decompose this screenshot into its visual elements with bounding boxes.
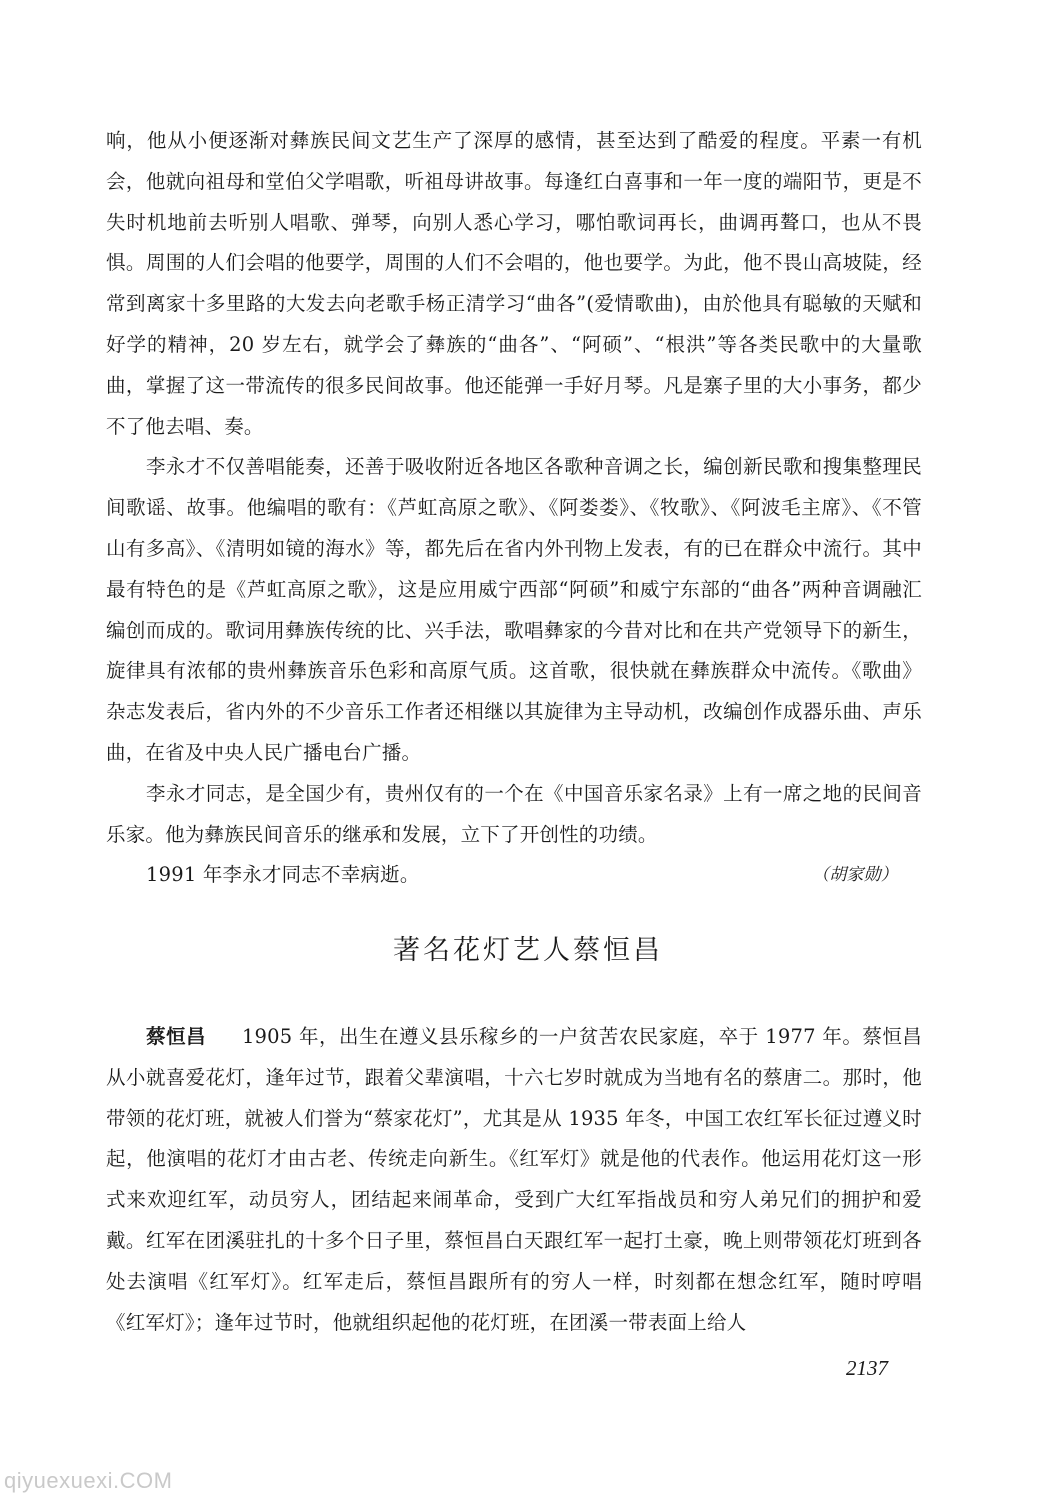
biography-text: 1905 年，出生在遵义县乐稼乡的一户贫苦农民家庭，卒于 1977 年。蔡恒昌从小就喜爱花灯，逢年过节，跟着父辈演唱，十六七岁时就成为当地有名的蔡唐二。那时，他带领的花灯班，就被人们誉为“蔡家花灯”，尤其是从 1935 年冬，中国工农红军长征过遵义时起，他演唱的花灯才由古老、传统走向新生。《红军灯》就是他的代表作。他运用花灯这一形式来欢迎红军，动员穷人，团结起来闹革命，受到广大红军指战员和穷人弟兄们的拥护和爱戴。红军在团溪驻扎的十多个日子里，蔡恒昌白天跟红军一起打土豪，晚上则带领花灯班到各处去演唱《红军灯》。红军走后，蔡恒昌跟所有的穷人一样，时刻都在想念红军，随时哼唱《红军灯》；逢年过节时，他就组织起他的花灯班，在团溪一带表面上给人 bbox=[106, 1025, 922, 1334]
biography-paragraph bbox=[106, 1017, 922, 1343]
paragraph-2: 李永才不仅善唱能奏，还善于吸收附近各地区各歌种音调之长，编创新民歌和搜集整理民间歌谣、故事。他编唱的歌有：《芦虹高原之歌》、《阿娄娄》、《牧歌》、《阿波毛主席》、《不管山有多高》、《清明如镜的海水》等，都先后在省内外刊物上发表，有的已在群众中流行。其中最有特色的是《芦虹高原之歌》，这是应用威宁西部“阿硕”和威宁东部的“曲各”两种音调融汇编创而成的。歌词用彝族传统的比、兴手法，歌唱彝家的今昔对比和在共产党领导下的新生，旋律具有浓郁的贵州彝族音乐色彩和高原气质。这首歌，很快就在彝族群众中流传。《歌曲》杂志发表后，省内外的不少音乐工作者还相继以其旋律为主导动机，改编创作成器乐曲、声乐曲，在省及中央人民广播电台广播。 bbox=[106, 455, 922, 764]
watermark-text: qiyuexuexi.COM bbox=[4, 1468, 173, 1493]
subject-name: 蔡恒昌 bbox=[146, 1025, 206, 1048]
page-number: 2137 bbox=[846, 1356, 888, 1380]
section-title: 著名花灯艺人蔡恒昌 bbox=[393, 935, 663, 966]
death-note: 1991 年李永才同志不幸病逝。 bbox=[146, 863, 420, 887]
article-continuation bbox=[106, 121, 922, 896]
closing-line bbox=[106, 855, 922, 896]
article-body bbox=[106, 1017, 922, 1343]
paragraph-1: 响，他从小便逐渐对彝族民间文艺生产了深厚的感情，甚至达到了酷爱的程度。平素一有机会，他就向祖母和堂伯父学唱歌，听祖母讲故事。每逢红白喜事和一年一度的端阳节，更是不失时机地前去听别人唱歌、弹琴，向别人悉心学习，哪怕歌词再长，曲调再聱口，也从不畏惧。周围的人们会唱的他要学，周围的人们不会唱的，他也要学。为此，他不畏山高坡陡，经常到离家十多里路的大发去向老歌手杨正清学习“曲各”(爱情歌曲)，由於他具有聪敏的天赋和好学的精神，20 岁左右，就学会了彝族的“曲各”、“阿硕”、“根洪”等各类民歌中的大量歌曲，掌握了这一带流传的很多民间故事。他还能弹一手好月琴。凡是寨子里的大小事务，都少不了他去唱、奏。 bbox=[106, 129, 922, 438]
author-signature: （胡家勋） bbox=[812, 865, 898, 886]
paragraph-3: 李永才同志，是全国少有，贵州仅有的一个在《中国音乐家名录》上有一席之地的民间音乐家。他为彝族民间音乐的继承和发展，立下了开创性的功绩。 bbox=[106, 781, 922, 846]
